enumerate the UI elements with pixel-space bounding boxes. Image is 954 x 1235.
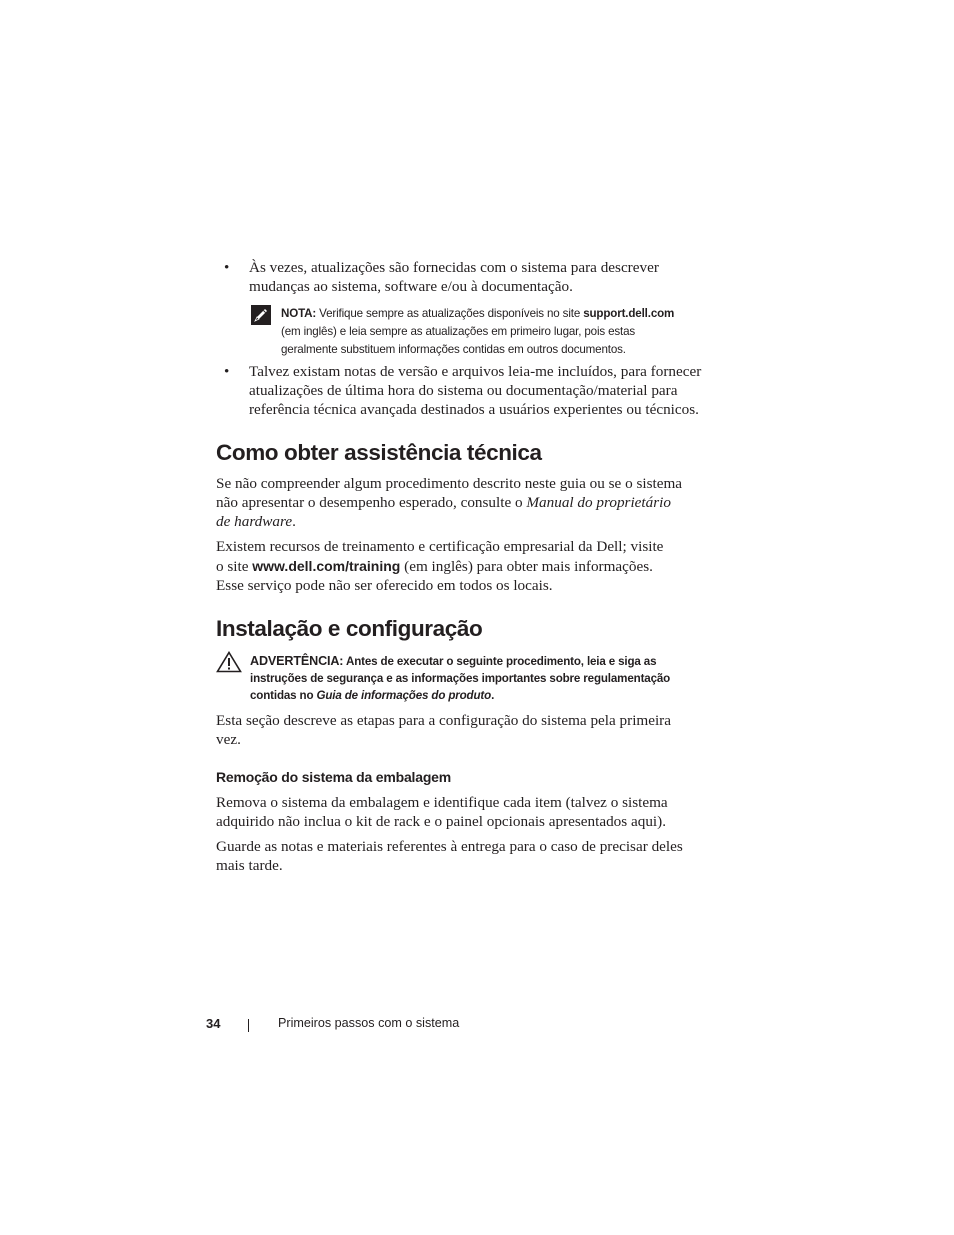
text-span: (em inglês) para obter mais informações.: [400, 557, 653, 575]
bullet-marker: •: [224, 259, 230, 276]
training-link[interactable]: www.dell.com/training: [252, 557, 401, 574]
warning-line: [250, 653, 720, 670]
text-line: Esta seção descreve as etapas para a configuração do sistema pela primeira: [216, 712, 671, 729]
footer-title: Primeiros passos com o sistema: [278, 1016, 460, 1030]
section-heading-installation: Instalação e configuração: [216, 616, 483, 641]
manual-title: de hardware: [216, 512, 293, 530]
text-line: atualizações de última hora do sistema ou documentação/material para: [249, 381, 678, 399]
text-line: Remova o sistema da embalagem e identifique cada item (talvez o sistema: [216, 794, 668, 811]
paragraph-training: [216, 538, 721, 595]
warning-block: [250, 653, 720, 705]
warning-label: ADVERTÊNCIA:: [250, 654, 344, 668]
text-span: .: [292, 512, 296, 530]
paragraph-setup-intro: [216, 712, 721, 750]
text-line: referência técnica avançada destinados a usuários experientes ou técnicos.: [249, 400, 699, 418]
bullet-marker: •: [224, 363, 230, 380]
subsection-heading-unpacking: Remoção do sistema da embalagem: [216, 769, 451, 785]
warning-text: Antes de executar o seguinte procedimento, leia e siga as: [343, 655, 657, 668]
text-line: [216, 513, 721, 532]
text-line: vez.: [216, 730, 241, 748]
text-span: o site: [216, 557, 253, 575]
warning-triangle-icon: [216, 651, 242, 673]
text-line: [216, 557, 721, 577]
bullet-item-release-notes: [249, 363, 719, 419]
note-pencil-icon: [251, 305, 271, 325]
note-line: [281, 305, 726, 323]
paragraph-unpack: [216, 794, 721, 832]
text-line: Talvez existam notas de versão e arquivos leia-me incluídos, para fornecer: [249, 363, 702, 380]
paragraph-help: [216, 475, 721, 531]
note-block: [281, 305, 726, 359]
warning-text: contidas no: [250, 689, 317, 703]
note-text: Verifique sempre as atualizações disponíveis no site: [316, 307, 584, 320]
text-line: adquirido não inclua o kit de rack e o painel opcionais apresentados aqui).: [216, 812, 666, 830]
note-label: NOTA:: [281, 307, 317, 320]
page-number: 34: [206, 1016, 221, 1031]
paragraph-keep-notes: [216, 838, 721, 876]
text-line: [216, 494, 721, 513]
guide-title: Guia de informações do produto: [316, 689, 492, 703]
section-heading-technical-assistance: Como obter assistência técnica: [216, 440, 542, 465]
note-line: geralmente substituem informações contidas em outros documentos.: [281, 343, 626, 356]
footer-separator: [248, 1019, 249, 1032]
text-line: Guarde as notas e materiais referentes à entrega para o caso de precisar deles: [216, 838, 683, 855]
text-line: Existem recursos de treinamento e certificação empresarial da Dell; visite: [216, 538, 664, 555]
warning-text: .: [491, 689, 495, 703]
text-line: mudanças ao sistema, software e/ou à documentação.: [249, 277, 573, 295]
text-line: Esse serviço pode não ser oferecido em todos os locais.: [216, 576, 553, 594]
text-line: Se não compreender algum procedimento descrito neste guia ou se o sistema: [216, 475, 683, 492]
text-line: Às vezes, atualizações são fornecidas com o sistema para descrever: [249, 259, 659, 276]
text-line: mais tarde.: [216, 856, 283, 874]
note-line: (em inglês) e leia sempre as atualizações em primeiro lugar, pois estas: [281, 325, 636, 338]
warning-line: instruções de segurança e as informações importantes sobre regulamentação: [250, 672, 671, 686]
manual-title: Manual do proprietário: [526, 493, 671, 511]
support-link[interactable]: support.dell.com: [583, 307, 675, 320]
text-span: não apresentar o desempenho esperado, consulte o: [216, 493, 527, 511]
bullet-item-updates: [249, 259, 719, 297]
warning-line: [250, 687, 720, 704]
